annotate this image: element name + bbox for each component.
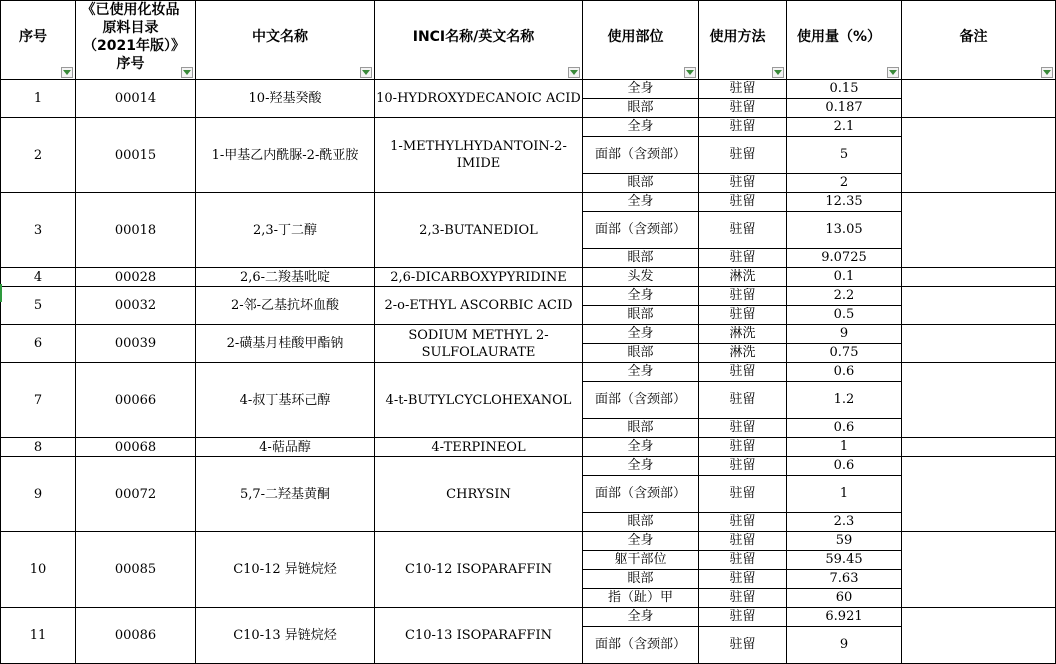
table-row xyxy=(1,268,1056,287)
cell-inci-name[interactable]: SODIUM METHYL 2-SULFOLAURATE xyxy=(375,325,583,363)
cell-use-amount[interactable]: 1.2 xyxy=(787,382,902,419)
header-catalog-no[interactable]: 《已使用化妆品原料目录（2021年版）》序号 xyxy=(76,1,196,80)
filter-dropdown-icon[interactable] xyxy=(61,67,73,78)
cell-use-amount[interactable]: 59.45 xyxy=(787,551,902,570)
cell-use-amount[interactable]: 13.05 xyxy=(787,212,902,249)
cell-catalog-no[interactable]: 00085 xyxy=(76,532,196,608)
cell-inci-name[interactable]: CHRYSIN xyxy=(375,457,583,532)
cell-use-part[interactable]: 眼部 xyxy=(583,306,699,325)
header-cn-name[interactable]: 中文名称 xyxy=(196,1,375,80)
cell-use-part[interactable]: 躯干部位 xyxy=(583,551,699,570)
cell-seq[interactable]: 11 xyxy=(1,608,76,664)
cell-use-amount[interactable]: 12.35 xyxy=(787,193,902,212)
cell-use-part[interactable]: 全身 xyxy=(583,363,699,382)
cell-use-amount[interactable]: 0.6 xyxy=(787,363,902,382)
header-method[interactable]: 使用方法 xyxy=(699,1,787,80)
cell-use-part[interactable]: 全身 xyxy=(583,287,699,306)
cell-use-part[interactable]: 全身 xyxy=(583,80,699,99)
cell-seq[interactable]: 10 xyxy=(1,532,76,608)
cell-use-method[interactable]: 驻留 xyxy=(699,608,787,627)
cell-use-amount[interactable]: 9.0725 xyxy=(787,249,902,268)
cell-seq[interactable]: 9 xyxy=(1,457,76,532)
cell-inci-name[interactable]: C10-12 ISOPARAFFIN xyxy=(375,532,583,608)
cell-cn-name[interactable]: 2,6-二羧基吡啶 xyxy=(196,268,375,287)
table-row xyxy=(1,457,1056,476)
cell-use-amount[interactable]: 0.75 xyxy=(787,344,902,363)
cell-seq[interactable]: 5 xyxy=(1,287,76,325)
cell-use-part[interactable]: 面部（含颈部） xyxy=(583,476,699,513)
cell-use-part[interactable]: 全身 xyxy=(583,457,699,476)
cell-note[interactable] xyxy=(902,532,1056,608)
cell-seq[interactable]: 8 xyxy=(1,438,76,457)
cell-seq[interactable]: 4 xyxy=(1,268,76,287)
cell-catalog-no[interactable]: 00039 xyxy=(76,325,196,363)
cell-catalog-no[interactable]: 00072 xyxy=(76,457,196,532)
cell-use-part[interactable]: 面部（含颈部） xyxy=(583,382,699,419)
cell-use-amount[interactable]: 9 xyxy=(787,627,902,664)
header-note[interactable]: 备注 xyxy=(902,1,1056,80)
cell-use-part[interactable]: 面部（含颈部） xyxy=(583,212,699,249)
cell-note[interactable] xyxy=(902,193,1056,268)
cell-use-part[interactable]: 眼部 xyxy=(583,174,699,193)
cell-use-amount[interactable]: 2.2 xyxy=(787,287,902,306)
cell-cn-name[interactable]: 10-羟基癸酸 xyxy=(196,80,375,118)
header-amount[interactable]: 使用量（%） xyxy=(787,1,902,80)
cell-note[interactable] xyxy=(902,457,1056,532)
cell-use-amount[interactable]: 59 xyxy=(787,532,902,551)
cell-catalog-no[interactable]: 00032 xyxy=(76,287,196,325)
cell-use-method[interactable]: 驻留 xyxy=(699,457,787,476)
cell-inci-name[interactable]: C10-13 ISOPARAFFIN xyxy=(375,608,583,664)
cell-use-amount[interactable]: 0.187 xyxy=(787,99,902,118)
cell-use-amount[interactable]: 9 xyxy=(787,325,902,344)
filter-dropdown-icon[interactable] xyxy=(360,67,372,78)
header-seq[interactable]: 序号 xyxy=(1,1,76,80)
cell-use-part[interactable]: 指（趾）甲 xyxy=(583,589,699,608)
cell-catalog-no[interactable]: 00014 xyxy=(76,80,196,118)
cell-inci-name[interactable]: 10-HYDROXYDECANOIC ACID xyxy=(375,80,583,118)
table-row xyxy=(1,193,1056,212)
cell-note[interactable] xyxy=(902,438,1056,457)
cell-use-method[interactable]: 驻留 xyxy=(699,80,787,99)
cell-use-method[interactable]: 驻留 xyxy=(699,570,787,589)
cell-use-method[interactable]: 驻留 xyxy=(699,118,787,137)
table-body xyxy=(1,80,1056,664)
cell-use-amount[interactable]: 6.921 xyxy=(787,608,902,627)
cell-use-method[interactable]: 驻留 xyxy=(699,627,787,664)
cell-use-part[interactable]: 眼部 xyxy=(583,570,699,589)
filter-dropdown-icon[interactable] xyxy=(181,67,193,78)
cell-use-part[interactable]: 全身 xyxy=(583,438,699,457)
cell-use-part[interactable]: 面部（含颈部） xyxy=(583,137,699,174)
filter-dropdown-icon[interactable] xyxy=(772,67,784,78)
header-inci[interactable]: INCI名称/英文名称 xyxy=(375,1,583,80)
cell-use-amount[interactable]: 0.15 xyxy=(787,80,902,99)
cell-note[interactable] xyxy=(902,363,1056,438)
cell-use-method[interactable]: 驻留 xyxy=(699,419,787,438)
cell-note[interactable] xyxy=(902,80,1056,118)
cell-use-method[interactable]: 驻留 xyxy=(699,513,787,532)
table-row xyxy=(1,325,1056,344)
cell-use-part[interactable]: 眼部 xyxy=(583,99,699,118)
cell-catalog-no[interactable]: 00066 xyxy=(76,363,196,438)
cell-catalog-no[interactable]: 00086 xyxy=(76,608,196,664)
cell-use-part[interactable]: 全身 xyxy=(583,608,699,627)
cell-use-method[interactable]: 驻留 xyxy=(699,589,787,608)
table-row xyxy=(1,532,1056,551)
filter-dropdown-icon[interactable] xyxy=(684,67,696,78)
cell-use-part[interactable]: 全身 xyxy=(583,193,699,212)
cell-note[interactable] xyxy=(902,608,1056,664)
cell-cn-name[interactable]: 2,3-丁二醇 xyxy=(196,193,375,268)
filter-dropdown-icon[interactable] xyxy=(1041,67,1053,78)
cell-inci-name[interactable]: 2-o-ETHYL ASCORBIC ACID xyxy=(375,287,583,325)
cell-seq[interactable]: 2 xyxy=(1,118,76,193)
cell-seq[interactable]: 7 xyxy=(1,363,76,438)
cell-use-amount[interactable]: 0.6 xyxy=(787,457,902,476)
header-part[interactable]: 使用部位 xyxy=(583,1,699,80)
cell-seq[interactable]: 1 xyxy=(1,80,76,118)
cell-cn-name[interactable]: 4-萜品醇 xyxy=(196,438,375,457)
cell-note[interactable] xyxy=(902,325,1056,363)
cell-use-amount[interactable]: 2.3 xyxy=(787,513,902,532)
cell-use-amount[interactable]: 0.5 xyxy=(787,306,902,325)
cell-use-method[interactable]: 驻留 xyxy=(699,438,787,457)
cell-use-amount[interactable]: 60 xyxy=(787,589,902,608)
cell-use-amount[interactable]: 2.1 xyxy=(787,118,902,137)
header-row xyxy=(1,1,1056,80)
cell-use-amount[interactable]: 2 xyxy=(787,174,902,193)
table-row xyxy=(1,608,1056,627)
cell-note[interactable] xyxy=(902,287,1056,325)
cell-inci-name[interactable]: 1-METHYLHYDANTOIN-2-IMIDE xyxy=(375,118,583,193)
cell-use-method[interactable]: 驻留 xyxy=(699,174,787,193)
cell-note[interactable] xyxy=(902,268,1056,287)
cell-use-part[interactable]: 眼部 xyxy=(583,249,699,268)
cell-use-part[interactable]: 眼部 xyxy=(583,513,699,532)
table-row xyxy=(1,438,1056,457)
cell-use-part[interactable]: 全身 xyxy=(583,118,699,137)
cell-catalog-no[interactable]: 00018 xyxy=(76,193,196,268)
cell-use-part[interactable]: 全身 xyxy=(583,532,699,551)
cell-use-method[interactable]: 驻留 xyxy=(699,476,787,513)
cell-cn-name[interactable]: C10-13 异链烷烃 xyxy=(196,608,375,664)
cell-use-amount[interactable]: 7.63 xyxy=(787,570,902,589)
filter-dropdown-icon[interactable] xyxy=(887,67,899,78)
cell-use-method[interactable]: 驻留 xyxy=(699,551,787,570)
cell-use-part[interactable]: 眼部 xyxy=(583,344,699,363)
cell-cn-name[interactable]: 1-甲基乙内酰脲-2-酰亚胺 xyxy=(196,118,375,193)
cell-inci-name[interactable]: 2,3-BUTANEDIOL xyxy=(375,193,583,268)
cell-use-method[interactable]: 淋洗 xyxy=(699,268,787,287)
table-row xyxy=(1,363,1056,382)
cell-use-method[interactable]: 驻留 xyxy=(699,99,787,118)
cell-cn-name[interactable]: C10-12 异链烷烃 xyxy=(196,532,375,608)
cell-use-method[interactable]: 驻留 xyxy=(699,382,787,419)
cell-use-amount[interactable]: 1 xyxy=(787,476,902,513)
cell-cn-name[interactable]: 2-邻-乙基抗坏血酸 xyxy=(196,287,375,325)
cell-use-method[interactable]: 驻留 xyxy=(699,363,787,382)
cell-use-method[interactable]: 驻留 xyxy=(699,249,787,268)
cell-use-amount[interactable]: 1 xyxy=(787,438,902,457)
cell-inci-name[interactable]: 4-TERPINEOL xyxy=(375,438,583,457)
cell-inci-name[interactable]: 2,6-DICARBOXYPYRIDINE xyxy=(375,268,583,287)
cell-note[interactable] xyxy=(902,118,1056,193)
table-row xyxy=(1,287,1056,306)
cell-use-amount[interactable]: 0.6 xyxy=(787,419,902,438)
cell-catalog-no[interactable]: 00028 xyxy=(76,268,196,287)
cell-cn-name[interactable]: 2-磺基月桂酸甲酯钠 xyxy=(196,325,375,363)
cell-catalog-no[interactable]: 00015 xyxy=(76,118,196,193)
table-row xyxy=(1,118,1056,137)
cell-use-method[interactable]: 驻留 xyxy=(699,287,787,306)
cell-use-part[interactable]: 头发 xyxy=(583,268,699,287)
cell-use-amount[interactable]: 0.1 xyxy=(787,268,902,287)
table-row xyxy=(1,80,1056,99)
cell-cn-name[interactable]: 5,7-二羟基黄酮 xyxy=(196,457,375,532)
cell-use-method[interactable]: 驻留 xyxy=(699,137,787,174)
cell-use-method[interactable]: 淋洗 xyxy=(699,325,787,344)
cell-indicator-mark xyxy=(0,284,2,302)
cell-use-method[interactable]: 驻留 xyxy=(699,193,787,212)
cell-use-amount[interactable]: 5 xyxy=(787,137,902,174)
cell-use-method[interactable]: 淋洗 xyxy=(699,344,787,363)
filter-dropdown-icon[interactable] xyxy=(568,67,580,78)
cell-inci-name[interactable]: 4-t-BUTYLCYCLOHEXANOL xyxy=(375,363,583,438)
cell-use-method[interactable]: 驻留 xyxy=(699,306,787,325)
cell-use-part[interactable]: 面部（含颈部） xyxy=(583,627,699,664)
cell-seq[interactable]: 6 xyxy=(1,325,76,363)
cell-catalog-no[interactable]: 00068 xyxy=(76,438,196,457)
cell-seq[interactable]: 3 xyxy=(1,193,76,268)
cell-cn-name[interactable]: 4-叔丁基环己醇 xyxy=(196,363,375,438)
cell-use-method[interactable]: 驻留 xyxy=(699,532,787,551)
cell-use-method[interactable]: 驻留 xyxy=(699,212,787,249)
cell-use-part[interactable]: 全身 xyxy=(583,325,699,344)
cell-use-part[interactable]: 眼部 xyxy=(583,419,699,438)
